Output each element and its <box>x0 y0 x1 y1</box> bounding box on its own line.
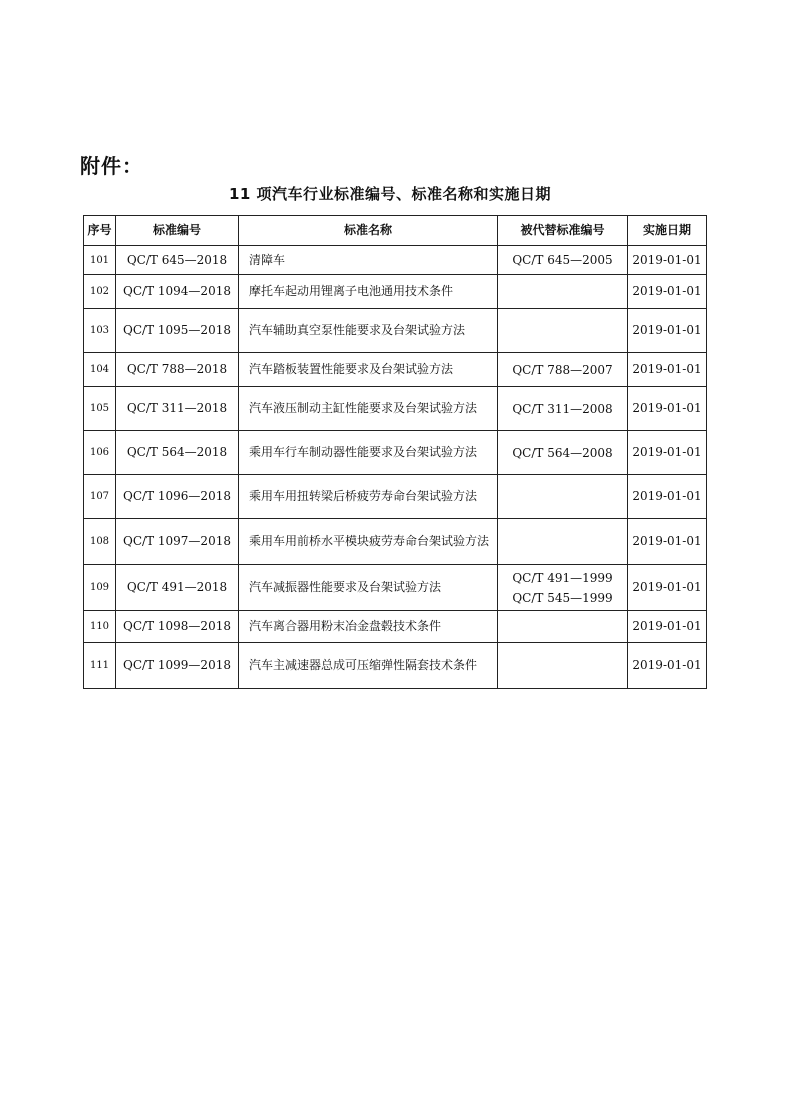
row-serial-no: 110 <box>84 611 116 643</box>
document-title: 11 项汽车行业标准编号、标准名称和实施日期 <box>228 185 552 203</box>
row-standard-name: 汽车离合器用粉末冶金盘毂技术条件 <box>239 611 498 643</box>
row-standard-code: QC/T 645—2018 <box>116 246 239 275</box>
row-replaced-code <box>498 309 628 353</box>
table-row <box>84 246 707 275</box>
row-standard-code: QC/T 1097—2018 <box>116 519 239 565</box>
row-replaced-code <box>498 246 628 275</box>
row-effective-date: 2019-01-01 <box>628 431 707 475</box>
row-serial-no: 102 <box>84 275 116 309</box>
row-replaced-code <box>498 519 628 565</box>
row-standard-code: QC/T 1094—2018 <box>116 275 239 309</box>
row-effective-date: 2019-01-01 <box>628 519 707 565</box>
row-serial-no: 105 <box>84 387 116 431</box>
row-replaced-code <box>498 387 628 431</box>
row-effective-date: 2019-01-01 <box>628 565 707 611</box>
standards-table <box>83 215 707 689</box>
row-effective-date: 2019-01-01 <box>628 611 707 643</box>
row-replaced-code <box>498 611 628 643</box>
row-serial-no: 101 <box>84 246 116 275</box>
row-standard-name: 乘用车用扭转梁后桥疲劳寿命台架试验方法 <box>239 475 498 519</box>
replaced-code-item: QC/T 564—2008 <box>512 445 613 460</box>
table-row <box>84 519 707 565</box>
row-effective-date: 2019-01-01 <box>628 246 707 275</box>
row-standard-name: 汽车减振器性能要求及台架试验方法 <box>239 565 498 611</box>
row-serial-no: 107 <box>84 475 116 519</box>
header-serial-no: 序号 <box>84 216 116 246</box>
row-standard-name: 清障车 <box>239 246 498 275</box>
row-replaced-code <box>498 565 628 611</box>
replaced-code-item: QC/T 311—2008 <box>512 401 613 416</box>
row-standard-code: QC/T 1095—2018 <box>116 309 239 353</box>
row-effective-date: 2019-01-01 <box>628 309 707 353</box>
row-standard-name: 汽车液压制动主缸性能要求及台架试验方法 <box>239 387 498 431</box>
table-row <box>84 353 707 387</box>
row-serial-no: 108 <box>84 519 116 565</box>
table-row <box>84 611 707 643</box>
row-serial-no: 106 <box>84 431 116 475</box>
row-effective-date: 2019-01-01 <box>628 387 707 431</box>
attachment-label: 附件： <box>80 154 143 178</box>
row-standard-code: QC/T 311—2018 <box>116 387 239 431</box>
header-effective-date: 实施日期 <box>628 216 707 246</box>
table-row <box>84 565 707 611</box>
row-standard-name: 汽车主减速器总成可压缩弹性隔套技术条件 <box>239 643 498 689</box>
table-row <box>84 387 707 431</box>
row-effective-date: 2019-01-01 <box>628 643 707 689</box>
row-effective-date: 2019-01-01 <box>628 475 707 519</box>
table-row <box>84 309 707 353</box>
row-standard-code: QC/T 1096—2018 <box>116 475 239 519</box>
row-replaced-code <box>498 475 628 519</box>
replaced-code-item: QC/T 491—1999 <box>512 570 613 585</box>
row-serial-no: 111 <box>84 643 116 689</box>
row-serial-no: 103 <box>84 309 116 353</box>
table-row <box>84 475 707 519</box>
row-standard-name: 乘用车行车制动器性能要求及台架试验方法 <box>239 431 498 475</box>
row-standard-code: QC/T 564—2018 <box>116 431 239 475</box>
row-standard-name: 汽车辅助真空泵性能要求及台架试验方法 <box>239 309 498 353</box>
row-standard-code: QC/T 491—2018 <box>116 565 239 611</box>
row-serial-no: 104 <box>84 353 116 387</box>
table-row <box>84 643 707 689</box>
replaced-code-item: QC/T 645—2005 <box>512 253 613 267</box>
table-header-row <box>84 216 707 246</box>
row-replaced-code <box>498 275 628 309</box>
replaced-code-item: QC/T 788—2007 <box>512 362 613 377</box>
header-standard-name: 标准名称 <box>239 216 498 246</box>
row-standard-name: 摩托车起动用锂离子电池通用技术条件 <box>239 275 498 309</box>
row-replaced-code <box>498 353 628 387</box>
row-effective-date: 2019-01-01 <box>628 353 707 387</box>
header-replaced-code: 被代替标准编号 <box>498 216 628 246</box>
table-body <box>84 246 707 689</box>
header-standard-code: 标准编号 <box>116 216 239 246</box>
replaced-code-item: QC/T 545—1999 <box>512 590 613 605</box>
row-standard-name: 汽车踏板装置性能要求及台架试验方法 <box>239 353 498 387</box>
table-row <box>84 275 707 309</box>
row-replaced-code <box>498 643 628 689</box>
row-standard-name: 乘用车用前桥水平模块疲劳寿命台架试验方法 <box>239 519 498 565</box>
row-standard-code: QC/T 1099—2018 <box>116 643 239 689</box>
row-standard-code: QC/T 1098—2018 <box>116 611 239 643</box>
table-row <box>84 431 707 475</box>
row-serial-no: 109 <box>84 565 116 611</box>
row-standard-code: QC/T 788—2018 <box>116 353 239 387</box>
row-replaced-code <box>498 431 628 475</box>
row-effective-date: 2019-01-01 <box>628 275 707 309</box>
